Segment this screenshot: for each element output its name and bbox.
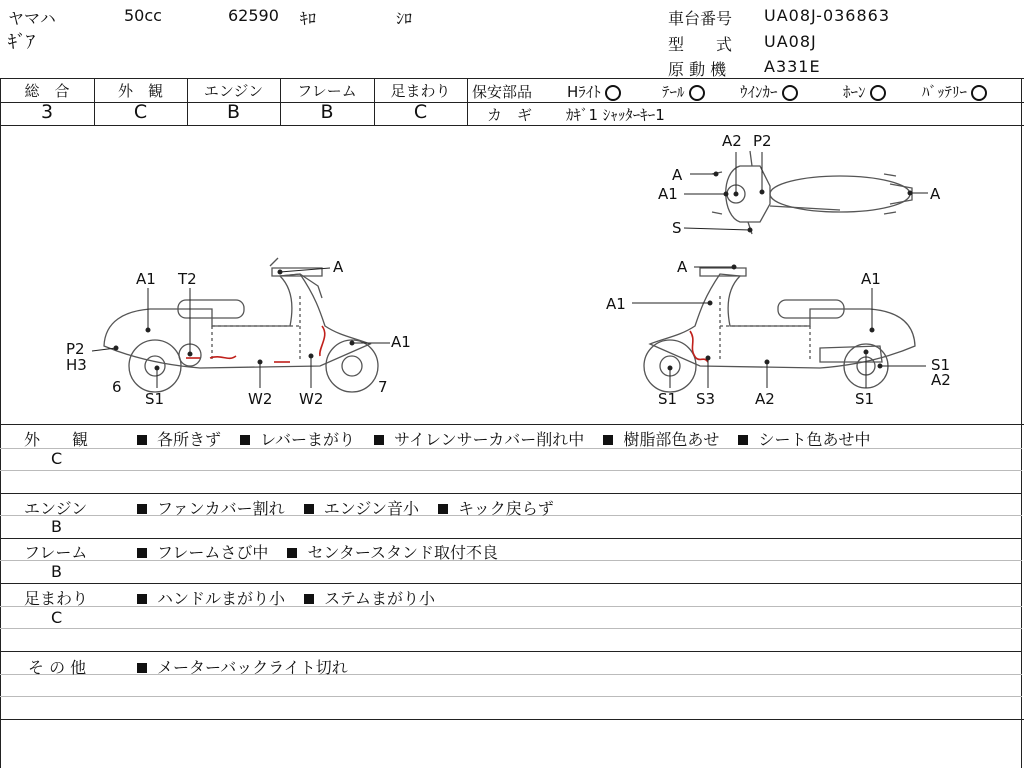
- bullet-square-icon: [240, 435, 250, 445]
- note-item: ハンドルまがり小: [157, 589, 286, 608]
- chassis-label: 車台番号: [668, 9, 733, 28]
- top-view-scooter: [712, 151, 920, 234]
- col-div-5: [467, 78, 468, 125]
- diagram-label: S1: [855, 390, 875, 408]
- ok-circle-icon: [870, 85, 886, 101]
- note-items-other: [137, 655, 362, 678]
- engine-value: A331E: [764, 57, 821, 76]
- rule-diagram-bottom: [0, 424, 1024, 425]
- bullet-square-icon: [438, 504, 448, 514]
- diagram-label: S1: [931, 356, 951, 374]
- ok-circle-icon: [689, 85, 705, 101]
- diagram-label: A2: [755, 390, 775, 408]
- diagram-label: A2: [931, 371, 951, 389]
- diagram-label: H3: [66, 356, 87, 374]
- note-item: センタースタンド取付不良: [307, 543, 499, 562]
- diagram-label: A1: [861, 270, 881, 288]
- key-label: カ ギ: [487, 106, 533, 124]
- diagram-label: S1: [658, 390, 678, 408]
- bullet-square-icon: [304, 504, 314, 514]
- note-item: 樹脂部色あせ: [623, 430, 720, 449]
- grade-header-frame: フレーム: [297, 82, 357, 100]
- ok-circle-icon: [605, 85, 621, 101]
- note-label-exterior: 外 観: [24, 430, 89, 449]
- note-label-frame: フレーム: [24, 543, 88, 562]
- bullet-square-icon: [137, 594, 147, 604]
- damage-marks: [186, 326, 708, 362]
- grade-header-exterior: 外 観: [117, 82, 163, 100]
- note-grade-suspension: C: [51, 608, 63, 627]
- note-items-frame: [137, 540, 512, 563]
- note-item: メーターバックライト切れ: [157, 658, 348, 677]
- note-rule: [0, 493, 1022, 494]
- note-item: シート色あせ中: [758, 430, 871, 449]
- note-rule: [0, 651, 1022, 652]
- diagram-label: A: [677, 258, 688, 276]
- diagram-label: S1: [145, 390, 165, 408]
- safety-headlight: Hﾗｲﾄ: [567, 81, 621, 102]
- ok-circle-icon: [782, 85, 798, 101]
- diagram-label: W2: [248, 390, 273, 408]
- note-item: フレームさび中: [157, 543, 269, 562]
- grade-frame: B: [320, 101, 334, 123]
- grade-overall: 3: [40, 101, 54, 123]
- grade-exterior: C: [133, 101, 148, 123]
- diagram-label: 7: [378, 378, 388, 396]
- note-grade-frame: B: [51, 562, 62, 581]
- displacement: 50cc: [124, 6, 162, 25]
- diagram-label: W2: [299, 390, 324, 408]
- note-items-suspension: [137, 586, 449, 609]
- note-guide: [0, 628, 1022, 629]
- note-label-engine: エンジン: [24, 499, 88, 518]
- note-label-suspension: 足まわり: [24, 589, 89, 608]
- type-label: 型 式: [668, 35, 733, 54]
- bullet-square-icon: [137, 663, 147, 673]
- diagram-label: P2: [66, 340, 85, 358]
- model-name: ｷﾞｱ: [8, 32, 35, 53]
- safety-tail: ﾃｰﾙ: [662, 81, 705, 102]
- note-grade-exterior: C: [51, 449, 63, 468]
- grade-header-engine: エンジン: [203, 82, 264, 100]
- key-value: ｶｷﾞ1 ｼｬｯﾀｰｷｰ1: [566, 106, 665, 124]
- bullet-square-icon: [374, 435, 384, 445]
- safety-label: 保安部品: [472, 83, 533, 101]
- note-guide: [0, 696, 1022, 697]
- diagram-label: 6: [112, 378, 122, 396]
- bullet-square-icon: [603, 435, 613, 445]
- rule-safety-mid: [468, 102, 1024, 103]
- bullet-square-icon: [738, 435, 748, 445]
- grade-header-overall: 総 合: [24, 82, 70, 100]
- grade-header-suspension: 足まわり: [390, 82, 451, 100]
- diagram-label: T2: [178, 270, 197, 288]
- diagram-label: S: [672, 219, 682, 237]
- note-items-engine: [137, 496, 568, 519]
- safety-winker: ｳｲﾝｶｰ: [740, 81, 798, 102]
- note-items-exterior: [137, 427, 884, 450]
- diagram-label: A: [333, 258, 344, 276]
- bullet-square-icon: [304, 594, 314, 604]
- bullet-square-icon: [137, 435, 147, 445]
- note-guide: [0, 470, 1022, 471]
- bullet-square-icon: [137, 504, 147, 514]
- note-item: レバーまがり: [260, 430, 355, 449]
- note-label-other: そ の 他: [28, 658, 87, 677]
- note-item: ファンカバー割れ: [157, 499, 285, 518]
- maker: ヤマハ: [8, 9, 56, 28]
- diagram-label: A1: [606, 295, 626, 313]
- grade-suspension: C: [413, 101, 428, 123]
- ok-circle-icon: [971, 85, 987, 101]
- note-rule: [0, 719, 1024, 720]
- diagram-label: A1: [658, 185, 678, 203]
- note-item: キック戻らず: [458, 499, 554, 518]
- mileage: 62590: [228, 6, 279, 25]
- diagram-label: A2: [722, 132, 742, 150]
- grade-engine: B: [226, 101, 241, 123]
- safety-horn: ﾎｰﾝ: [843, 81, 886, 102]
- note-rule: [0, 538, 1022, 539]
- color: ｼﾛ: [396, 9, 413, 28]
- note-grade-engine: B: [51, 517, 62, 536]
- engine-label: 原 動 機: [668, 60, 727, 79]
- chassis-value: UA08J-036863: [764, 6, 891, 25]
- note-rule: [0, 583, 1022, 584]
- note-item: ステムまがり小: [324, 589, 435, 608]
- bullet-square-icon: [137, 548, 147, 558]
- diagram-label: A1: [391, 333, 411, 351]
- safety-battery: ﾊﾞｯﾃﾘｰ: [922, 81, 987, 102]
- diagram-label: A: [930, 185, 941, 203]
- diagram-label: A1: [136, 270, 156, 288]
- type-value: UA08J: [764, 32, 817, 51]
- diagram-label: S3: [696, 390, 716, 408]
- note-item: サイレンサーカバー削れ中: [394, 430, 585, 449]
- mileage-unit: ｷﾛ: [300, 9, 317, 28]
- diagram-label: P2: [753, 132, 772, 150]
- diagram-label: A: [672, 166, 683, 184]
- note-item: 各所きず: [157, 430, 222, 449]
- note-item: エンジン音小: [323, 499, 419, 518]
- bullet-square-icon: [287, 548, 297, 558]
- rule-top: [0, 78, 1024, 79]
